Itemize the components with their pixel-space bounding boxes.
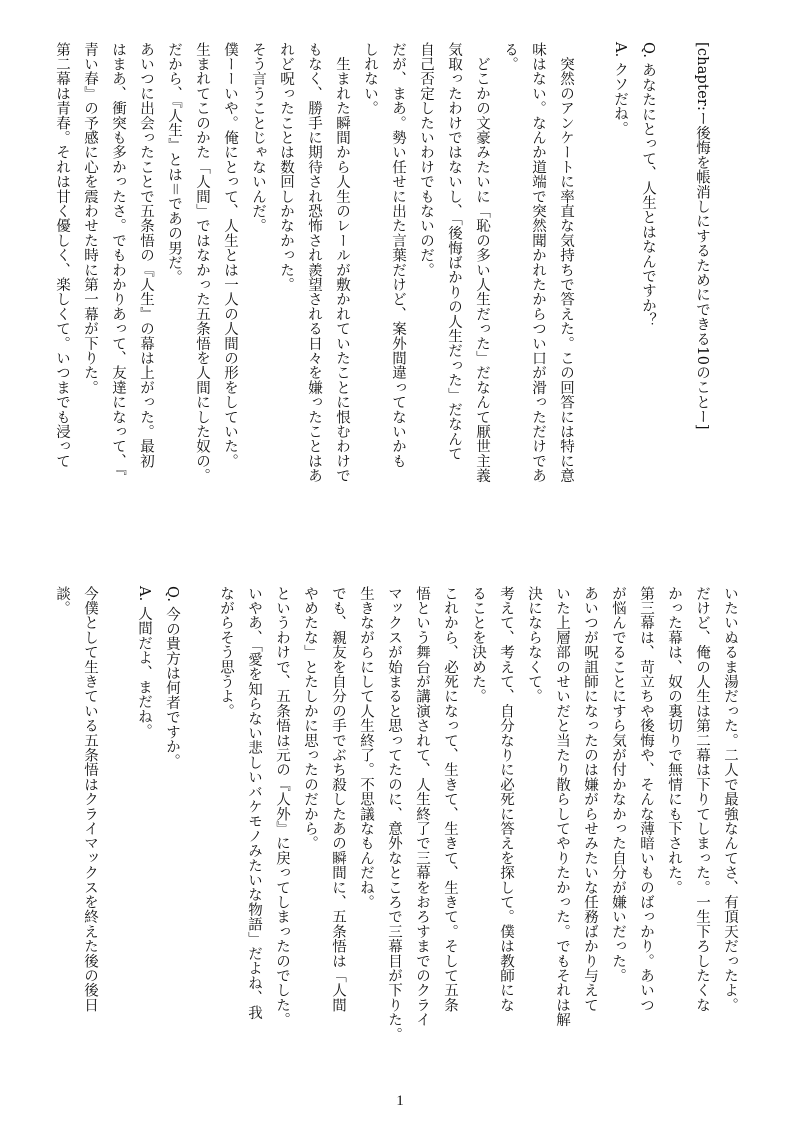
text-line: あいつが呪詛師になったのは嫌がらせみたいな任務ばかり与えて — [582, 586, 598, 1013]
text-line: が悩んでることにすら気が付かなかった自分が嫌いだった。 — [610, 586, 626, 983]
text-line: 談。 — [54, 586, 70, 616]
text-line: 決にならなくて。 — [526, 586, 542, 704]
text-line: かった幕は、奴の裏切りで無情にも下された。 — [666, 586, 682, 895]
text-line: 生きながらにして人生終了。不思議なもんだね。 — [358, 586, 374, 910]
answer-1: A. クソだね。 — [612, 42, 628, 136]
text-line: あいつに出会ったことで五条悟の『人生』の幕は上がった。最初 — [138, 42, 154, 469]
text-line: る。 — [502, 42, 518, 72]
spacer — [104, 586, 130, 1071]
text-line: ながらそう思うよ。 — [218, 586, 234, 719]
text-line: でも、親友を自分の手でぶち殺したあの瞬間に、五条悟は「人間 — [330, 586, 346, 1013]
text-line: いやあ、「愛を知らない悲しいバケモノみたいな物語」だよね、我 — [246, 586, 262, 1020]
spacer — [662, 42, 688, 527]
text-line: だけど、俺の人生は第二幕は下りてしまった。一生下ろしたくな — [694, 586, 710, 1013]
text-line: 今僕として生きている五条悟はクライマックスを終えた後の後日 — [82, 586, 98, 1013]
text-line: れど呪ったことは数回しかなかった。 — [278, 42, 294, 292]
text-line: マックスが始まると思ってたのに、意外なところで三幕目が下りた。 — [386, 586, 402, 1042]
text-line: いた上層部のせいだと当たり散らしてやりたかった。でもそれは解 — [554, 586, 570, 1027]
text-line: というわけで、五条悟は元の『人外』に戻ってしまったのでした。 — [274, 586, 290, 1027]
answer-2: A. 人間だよ、まだね。 — [136, 586, 152, 739]
text-line: だが、まあ。勢い任せに出た言葉だけど、案外間違ってないかも — [390, 42, 406, 469]
chapter-title: [chapter:ー後悔を帳消しにするためにできる10のことー] — [694, 42, 710, 430]
text-line: そう言うことじゃないんだ。 — [250, 42, 266, 234]
text-line: ることを決めた。 — [470, 586, 486, 704]
text-line: 自己否定したいわけでもないのだ。 — [418, 42, 434, 278]
text-line: 突然のアンケートに率直な気持ちで答えた。この回答には特に意 — [558, 42, 574, 483]
text-line: やめたな」とたしかに思ったのだから。 — [302, 586, 318, 851]
question-2: Q. 今の貴方は何者ですか。 — [164, 586, 180, 769]
text-line: だから、『人生』とは＝であの男だ。 — [166, 42, 182, 285]
text-line: 生まれてこのかた「人間」ではなかった五条悟を人間にした奴の。 — [194, 42, 210, 483]
text-block-top — [54, 42, 716, 527]
text-line: 第三幕は、苛立ちや後悔や、そんな薄暗いものばっかり。あいつ — [638, 586, 654, 1013]
spacer — [580, 42, 606, 527]
text-line: 味はない。なんか道端で突然聞かれたからつい口が滑っただけであ — [530, 42, 546, 483]
text-line: どこかの文豪みたいに「恥の多い人生だった」だなんて厭世主義 — [474, 42, 490, 483]
text-line: 生まれた瞬間から人生のレールが敷かれていたことに恨むわけで — [334, 42, 350, 483]
text-line: 第二幕は青春。それは甘く優しく、楽しくて。いつまでも浸って — [54, 42, 70, 469]
question-1: Q. あなたにとって、人生とはなんですか？ — [640, 42, 656, 328]
text-line: もなく、勝手に期待され恐怖され羨望される日々を嫌ったことはあ — [306, 42, 322, 483]
text-line: いたいぬるま湯だった。二人で最強なんてさ、有頂天だったよ。 — [722, 586, 738, 1013]
text-line: 悟という舞台が講演されて、人生終了で三幕をおろすまでのクライ — [414, 586, 430, 1027]
text-line: しれない。 — [362, 42, 378, 116]
text-line: 気取ったわけではないし、「後悔ばかりの人生だった」だなんて — [446, 42, 462, 462]
page-number: 1 — [396, 1093, 404, 1109]
spacer — [186, 586, 212, 1071]
text-line: 青い春』の予感に心を震わせた時に第一幕が下りた。 — [82, 42, 98, 395]
text-line: はまあ、衝突も多かったさ。でもわかりあって、友達になって、『 — [110, 42, 126, 476]
text-line: 僕ーーいや。俺にとって、人生とは一人の人間の形をしていた。 — [222, 42, 238, 469]
text-line: これから、必死になって、生きて、生きて、生きて。そして五条 — [442, 586, 458, 1013]
text-line: 考えて、考えて、自分なりに必死に答えを探して。僕は教師にな — [498, 586, 514, 1013]
text-block-bottom — [54, 586, 744, 1071]
